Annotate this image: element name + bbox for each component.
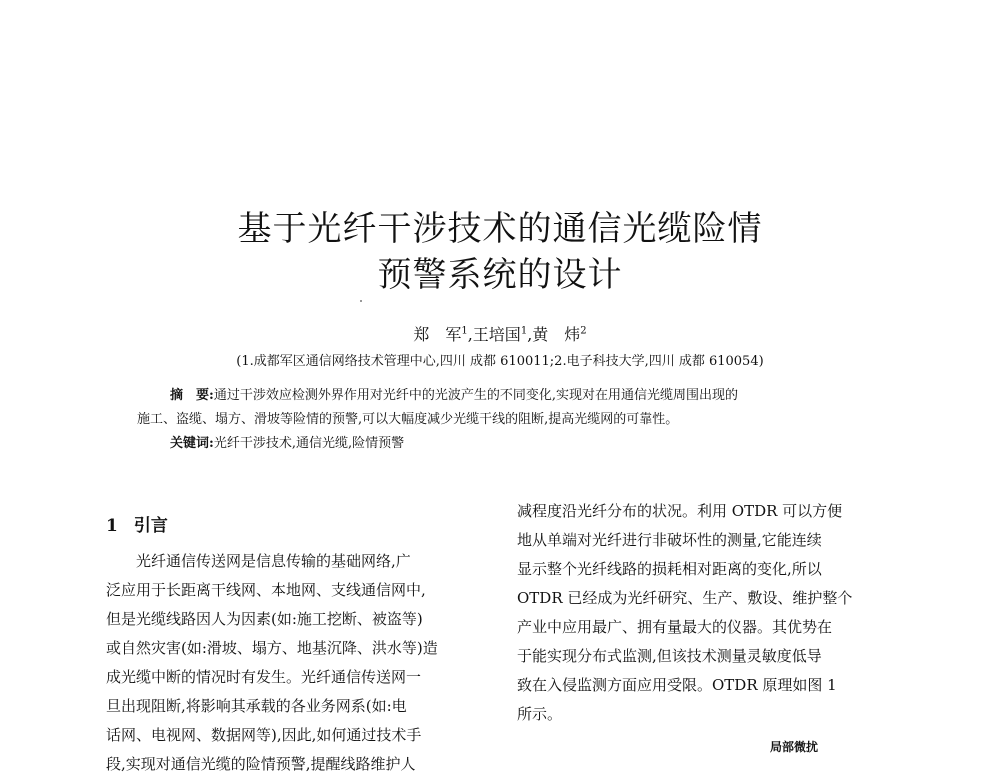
section-number: 1 xyxy=(106,516,118,536)
abstract-label: 摘 要: xyxy=(170,388,214,403)
body-line: 致在入侵监测方面应用受限。OTDR 原理如图 1 xyxy=(517,676,837,694)
paper-title-line-2: 预警系统的设计 xyxy=(377,255,623,295)
section-heading xyxy=(106,511,168,536)
abstract xyxy=(137,384,867,456)
body-line: 但是光缆线路因人为因素(如:施工挖断、被盗等) xyxy=(106,610,423,628)
affiliation: (1.成都军区通信网络技术管理中心,四川 成都 610011;2.电子科技大学,四川 成都 610054) xyxy=(236,354,764,369)
author-affil-mark: 1 xyxy=(461,325,468,337)
author-name: 黄 炜 xyxy=(532,325,581,344)
abstract-text-line-2: 施工、盗缆、塌方、滑坡等险情的预警,可以大幅度减少光缆干线的阻断,提高光缆网的可靠性。 xyxy=(137,412,679,427)
body-line: 旦出现阻断,将影响其承载的各业务网系(如:电 xyxy=(106,697,407,715)
right-column xyxy=(517,497,891,729)
body-line: 成光缆中断的情况时有发生。光纤通信传送网一 xyxy=(106,668,422,686)
body-line: 泛应用于长距离干线网、本地网、支线通信网中, xyxy=(106,581,426,599)
abstract-text-line-1: 通过干涉效应检测外界作用对光纤中的光波产生的不同变化,实现对在用通信光缆周围出现的 xyxy=(213,388,738,403)
body-line: 地从单端对光纤进行非破坏性的测量,它能连续 xyxy=(517,531,822,549)
body-line: 话网、电视网、数据网等),因此,如何通过技术手 xyxy=(106,726,422,744)
body-line: 段,实现对通信光缆的险情预警,提醒线路维护人 xyxy=(106,755,416,773)
author-list: 郑 军$^1$,王培国$^1$,黄 炜$^2$ xyxy=(413,325,587,344)
left-column xyxy=(106,547,482,779)
body-line: OTDR 已经成为光纤研究、生产、敷设、维护整个 xyxy=(517,589,853,607)
author-name: 郑 军 xyxy=(413,325,462,344)
body-line: 产业中应用最广、拥有量最大的仪器。其优势在 xyxy=(517,618,833,636)
body-line: 于能实现分布式监测,但该技术测量灵敏度低导 xyxy=(517,647,822,665)
body-line: 光纤通信传送网是信息传输的基础网络,广 xyxy=(136,552,411,570)
body-line: 或自然灾害(如:滑坡、塌方、地基沉降、洪水等)造 xyxy=(106,639,438,657)
section-title: 引言 xyxy=(133,516,168,536)
scan-speck xyxy=(360,300,362,302)
body-line: 所示。 xyxy=(517,705,563,723)
author-affil-mark: 2 xyxy=(580,325,587,337)
paper-title-line-1: 基于光纤干涉技术的通信光缆险情 xyxy=(237,209,763,249)
author-affil-mark: 1 xyxy=(520,325,528,337)
keywords-text: 光纤干涉技术,通信光缆,险情预警 xyxy=(213,436,405,451)
body-line: 减程度沿光纤分布的状况。利用 OTDR 可以方便 xyxy=(517,502,843,520)
body-line: 显示整个光纤线路的损耗相对距离的变化,所以 xyxy=(517,560,822,578)
keywords-label: 关键词: xyxy=(170,436,214,451)
figure-label: 局部微扰 xyxy=(770,740,819,754)
author-name: 王培国 xyxy=(472,325,521,344)
